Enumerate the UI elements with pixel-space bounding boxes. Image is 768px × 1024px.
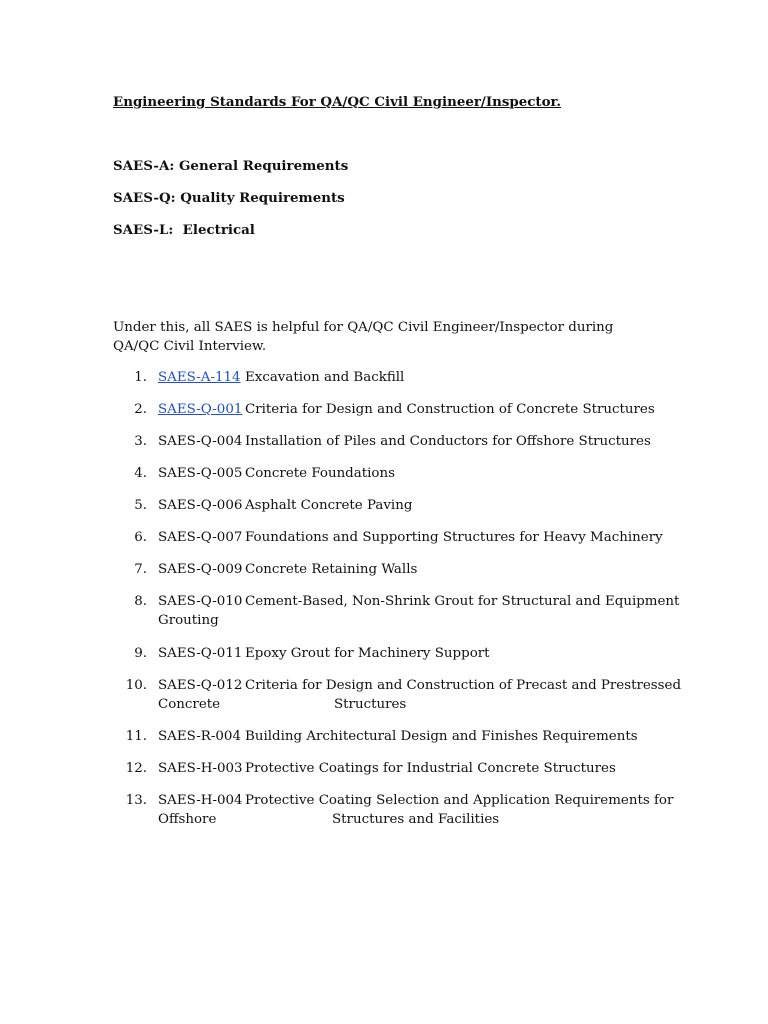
item-description-continuation: Grouting xyxy=(158,612,219,628)
item-description-continuation: Concrete xyxy=(158,696,221,712)
category-text: Electrical xyxy=(178,222,255,238)
item-description: Protective Coating Selection and Application Requirements for xyxy=(245,793,674,808)
standard-code: SAES-Q-005 xyxy=(158,466,243,481)
standard-code: SAES-Q-009 xyxy=(158,562,243,577)
item-description: Concrete Retaining Walls xyxy=(245,562,418,577)
item-number: 3. xyxy=(134,434,147,449)
item-number: 2. xyxy=(134,402,147,417)
item-number: 4. xyxy=(134,466,147,481)
standard-code: SAES-Q-007 xyxy=(158,530,243,545)
item-description: Building Architectural Design and Finishes Requirements xyxy=(245,729,638,744)
standard-code: SAES-H-003 xyxy=(158,761,243,776)
standard-link[interactable]: SAES-Q-001 xyxy=(158,402,243,417)
item-number: 13. xyxy=(125,793,147,808)
item-description: Excavation and Backfill xyxy=(245,370,405,385)
standard-code: SAES-Q-006 xyxy=(158,498,243,513)
item-description: Cement-Based, Non-Shrink Grout for Structural and Equipment xyxy=(245,594,680,609)
standard-code: SAES-Q-004 xyxy=(158,434,243,449)
item-number: 9. xyxy=(134,646,147,661)
item-description-continuation: Structures xyxy=(334,696,407,712)
item-description: Epoxy Grout for Machinery Support xyxy=(245,646,490,661)
item-description: Foundations and Supporting Structures for Heavy Machinery xyxy=(245,530,663,545)
item-number: 10. xyxy=(125,678,147,693)
item-number: 6. xyxy=(134,530,147,545)
item-description-continuation: Structures and Facilities xyxy=(332,811,500,827)
standard-code: SAES-R-004 xyxy=(158,729,241,744)
standard-link[interactable]: SAES-A-114 xyxy=(158,370,241,385)
document-title: Engineering Standards For QA/QC Civil Engineer/Inspector. xyxy=(113,94,561,110)
item-number: 1. xyxy=(134,370,147,385)
item-number: 7. xyxy=(134,562,147,577)
category-text: General Requirements xyxy=(179,158,349,174)
standard-code: SAES-Q-012 xyxy=(158,678,243,693)
category-text: Quality Requirements xyxy=(180,190,345,206)
item-description: Protective Coatings for Industrial Concrete Structures xyxy=(245,761,616,776)
category-saes-l xyxy=(113,222,255,238)
item-description: Criteria for Design and Construction of Precast and Prestressed xyxy=(245,678,682,693)
item-number: 11. xyxy=(125,729,147,744)
item-number: 8. xyxy=(134,594,147,609)
item-description: Concrete Foundations xyxy=(245,466,395,481)
category-code: SAES-L: xyxy=(113,222,174,238)
item-description: Criteria for Design and Construction of Concrete Structures xyxy=(245,402,655,417)
standard-code: SAES-Q-011 xyxy=(158,646,243,661)
item-description: Installation of Piles and Conductors for Offshore Structures xyxy=(245,434,651,449)
item-description: Asphalt Concrete Paving xyxy=(245,498,413,513)
category-code: SAES-A: xyxy=(113,158,175,174)
category-saes-a xyxy=(113,158,348,174)
item-description-continuation: Offshore xyxy=(158,811,217,827)
standard-code: SAES-Q-010 xyxy=(158,594,243,609)
item-number: 12. xyxy=(125,761,147,776)
standard-code: SAES-H-004 xyxy=(158,793,243,808)
intro-paragraph: Under this, all SAES is helpful for QA/QC Civil Engineer/Inspector during QA/QC Civil Interview. xyxy=(113,320,614,354)
category-code: SAES-Q: xyxy=(113,190,176,206)
category-saes-q xyxy=(113,190,345,206)
item-number: 5. xyxy=(134,498,147,513)
